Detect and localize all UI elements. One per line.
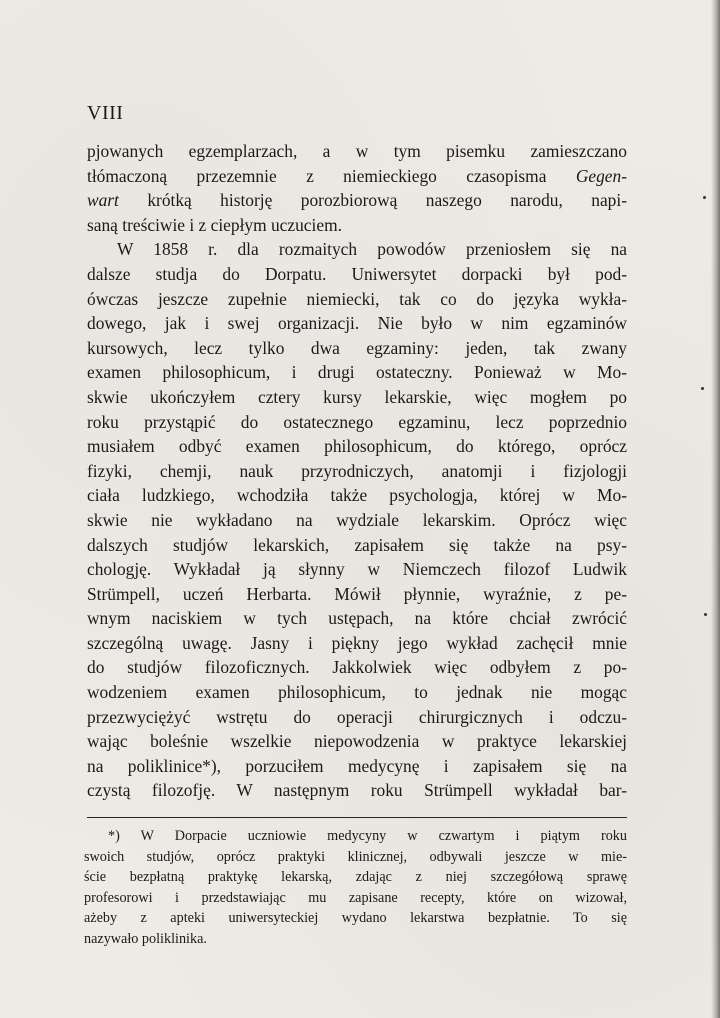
text-line: fizyki, chemji, nauk przyrodniczych, anatomji i fizjologji [87, 460, 627, 481]
page-number: VIII [87, 102, 124, 124]
text-line: Strümpell, uczeń Herbarta. Mówił płynnie, wyraźnie, z pe- [87, 583, 627, 604]
text-line [87, 188, 627, 213]
text-line: czystą filozofję. W następnym roku Strümpell wykładał bar- [87, 780, 627, 801]
text-line: roku przystąpić do ostatecznego egzaminu, lecz poprzednio [87, 411, 627, 432]
text-line: skwie ukończyłem cztery kursy lekarskie, więc mogłem po [87, 386, 627, 407]
text-line: ciała ludzkiego, wchodziła także psychologja, której w Mo- [87, 485, 627, 506]
text-line: chologję. Wykładał ją słynny w Niemczech filozof Ludwik [87, 559, 627, 580]
text-line: wnym naciskiem w tych ustępach, na które chciał zwrócić [87, 608, 627, 629]
footnote-line: *) W Dorpacie uczniowie medycyny w czwartym i piątym roku [108, 828, 627, 844]
text-fragment: krótką historję porozbiorową naszego narodu, napi- [147, 190, 627, 211]
text-line: skwie nie wykładano na wydziale lekarskim. Oprócz więc [87, 509, 627, 530]
text-line: musiałem odbyć examen philosophicum, do którego, oprócz [87, 436, 627, 457]
footnote-line: swoich studjów, oprócz praktyki klinicznej, odbywali jeszcze w mie- [84, 848, 627, 865]
italic-word: wart [87, 190, 119, 211]
text-line: dalsze studja do Dorpatu. Uniwersytet dorpacki był pod- [87, 263, 627, 284]
edge-speck [704, 613, 707, 616]
text-line: saną treściwie i z ciepłym uczuciem. [87, 214, 342, 235]
text-line [87, 164, 627, 189]
footnote-line: nazywało poliklinika. [84, 930, 207, 947]
text-line: dalszych studjów lekarskich, zapisałem się także na psy- [87, 534, 627, 555]
text-line: W 1858 r. dla rozmaitych powodów przeniosłem się na [117, 239, 627, 260]
text-line: przezwyciężyć wstrętu do operacji chirurgicznych i odczu- [87, 706, 627, 727]
main-text [87, 139, 627, 803]
italic-word: Gegen- [575, 165, 628, 186]
text-line: kursowych, lecz tylko dwa egzaminy: jeden, tak zwany [87, 337, 627, 358]
text-line: wając boleśnie wszelkie niepowodzenia w praktyce lekarskiej [87, 731, 627, 752]
text-line: pjowanych egzemplarzach, a w tym pisemku zamieszczano [87, 141, 627, 161]
footnote-divider [87, 817, 627, 818]
text-line: na poliklinice*), porzuciłem medycynę i zapisałem się na [87, 755, 627, 776]
edge-speck [703, 196, 706, 199]
text-line: ówczas jeszcze zupełnie niemiecki, tak co do języka wykła- [87, 288, 627, 309]
footnote [84, 826, 627, 950]
text-line: do studjów filozoficznych. Jakkolwiek więc odbyłem z po- [87, 657, 627, 678]
footnote-line: ażeby z apteki uniwersyteckiej wydano lekarstwa bezpłatnie. To się [84, 910, 627, 927]
text-line: dowego, jak i swej organizacji. Nie było w nim egzaminów [87, 313, 627, 334]
text-line: szczególną uwagę. Jasny i piękny jego wykład zachęcił mnie [87, 632, 627, 653]
text-fragment: tłómaczoną przezemnie z niemieckiego czasopisma [87, 165, 547, 186]
text-line: examen philosophicum, i drugi ostateczny. Ponieważ w Mo- [87, 362, 627, 383]
footnote-line: ście bezpłatną praktykę lekarską, zdając z niej szczegółową sprawę [84, 869, 627, 886]
text-line: wodzeniem examen philosophicum, to jednak nie mogąc [87, 682, 627, 703]
edge-speck [701, 387, 704, 390]
footnote-line: profesorowi i przedstawiając mu zapisane recepty, które on wizował, [84, 889, 627, 906]
page-edge-shadow [711, 0, 720, 1018]
